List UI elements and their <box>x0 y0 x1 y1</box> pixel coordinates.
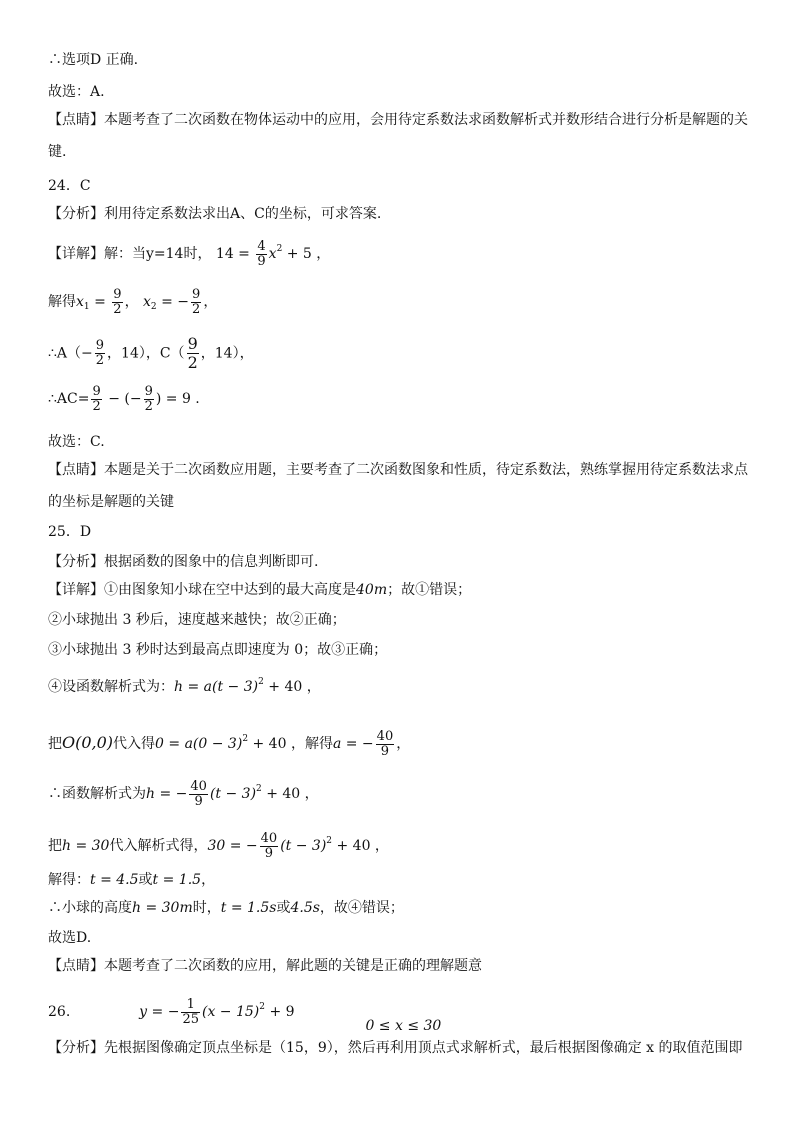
q24-detail-text: 【详解】解：当y=14时， <box>48 246 212 262</box>
q25-comment: 【点睛】本题考查了二次函数的应用，解此题的关键是正确的理解题意 <box>48 958 482 974</box>
q25-d5-fraction <box>376 730 395 759</box>
q24-coord-c-num: 9 <box>187 334 198 353</box>
q24-coord-line <box>48 335 254 372</box>
q25-d6-eq: h = − <box>146 786 188 802</box>
q25-d9-t2: 4.5s <box>290 900 320 916</box>
q26-den: 25 <box>182 1011 199 1027</box>
q25-d6-tail: (t − 3) <box>209 786 257 802</box>
choice-line: 故选：A. <box>48 84 105 100</box>
q24-x2-fraction <box>191 288 201 317</box>
q24-coord-a-den: 2 <box>95 353 105 368</box>
q24-ac-frac2-num: 9 <box>144 383 153 399</box>
conclusion-line: ∴选项D 正确. <box>48 52 139 68</box>
q24-coord-a-fraction <box>95 339 105 368</box>
q25-d5-text: 把 <box>48 736 62 752</box>
q25-d7-fraction <box>260 832 279 861</box>
q24-ac-mid: − (− <box>103 391 142 407</box>
q25-d5-a: a = − <box>332 736 374 752</box>
q25-d7-tail: (t − 3) <box>280 838 327 854</box>
q24-ac-frac2-den: 2 <box>144 398 153 414</box>
q24-heading: 24．C <box>48 178 91 194</box>
q25-choice: 故选D. <box>48 930 92 946</box>
q25-detail-6 <box>48 772 319 811</box>
q25-d5-solve: + 40 ，解得 <box>248 736 333 752</box>
q25-detail-1 <box>48 580 471 600</box>
q24-eq1-exp: 2 <box>276 244 283 254</box>
q24-x1: x <box>76 294 84 310</box>
q25-d1-end: ；故①错误； <box>387 582 472 598</box>
q25-d6-text: ∴函数解析式为 <box>48 786 146 802</box>
q24-x2-sub: 2 <box>150 302 157 312</box>
q25-d9-t1: t = 1.5s <box>220 900 277 916</box>
q25-d7-den: 9 <box>264 845 274 861</box>
q25-d1-value: 40m <box>356 582 388 598</box>
q24-eq1-lhs: 14 = <box>215 246 255 262</box>
q24-eq-sign: = <box>89 294 111 310</box>
q25-d9-text: ∴小球的高度 <box>48 900 132 916</box>
q26-range: 0 ≤ x ≤ 30 <box>365 1018 442 1034</box>
q24-ac-frac1-den: 2 <box>92 398 101 414</box>
q25-d5-num: 40 <box>376 728 394 744</box>
q24-ac-frac1-num: 9 <box>92 383 101 399</box>
q24-x1-sub: 1 <box>83 302 90 312</box>
q26-tail: (x − 15) <box>202 1004 260 1020</box>
q24-detail-line <box>48 232 330 271</box>
q26-exp: 2 <box>259 1002 265 1012</box>
q24-coord-c-fraction <box>187 335 199 372</box>
q24-x1-den: 2 <box>113 301 122 317</box>
q25-detail-2: ②小球抛出 3 秒后，速度越来越快；故②正确； <box>48 612 346 628</box>
q25-d5-end: ， <box>396 736 411 752</box>
q25-d5-den: 9 <box>380 743 390 759</box>
q25-d6-end: + 40 ， <box>261 786 319 802</box>
q26-analysis: 【分析】先根据图像确定顶点坐标是（15，9），然后再利用顶点式求解析式，最后根据图像确定 x 的取值范围即 <box>48 1040 743 1056</box>
q25-d4-end: + 40 ， <box>263 679 321 695</box>
q25-d5-eq: 0 = a(0 − 3) <box>155 736 243 752</box>
q24-x1-fraction <box>112 288 122 317</box>
q25-d9-h: h = 30m <box>132 900 193 916</box>
q25-d9-or: 或 <box>276 900 291 916</box>
q24-choice: 故选：C. <box>48 434 105 450</box>
q24-sep: ， <box>124 294 144 310</box>
q25-d8-or: 或 <box>138 872 153 888</box>
q26-heading: 26. <box>48 1004 71 1020</box>
q24-coord-a: ∴A（− <box>48 345 93 362</box>
q25-d9-end: ，故④错误； <box>319 900 404 916</box>
q24-x2-den: 2 <box>192 301 201 317</box>
q24-eq1-denominator: 9 <box>257 253 266 269</box>
q25-d6-exp: 2 <box>256 784 262 794</box>
q25-detail-9 <box>48 898 404 918</box>
q25-d7-num: 40 <box>260 830 278 846</box>
q25-d9-mid: 时， <box>192 900 221 916</box>
q24-ac-end: ) = 9 . <box>155 391 200 407</box>
q25-d6-fraction <box>189 780 208 809</box>
q25-d4-eq: h = a(t − 3) <box>174 679 259 695</box>
q25-detail-8 <box>48 870 215 890</box>
q24-coord-a-num: 9 <box>95 338 105 353</box>
q24-x1-num: 9 <box>113 286 122 302</box>
q24-ac-frac1 <box>91 385 101 414</box>
q24-coord-c-den: 2 <box>187 353 198 372</box>
q24-comment: 【点睛】本题是关于二次函数应用题，主要考查了二次函数图象和性质，待定系数法，熟练掌握用待定系数法求点的坐标是解题的关键 <box>48 462 748 510</box>
q24-x2: x <box>143 294 151 310</box>
q25-d5-point: O(0,0) <box>62 733 114 752</box>
q24-eq1-end: + 5 ， <box>282 246 331 262</box>
q24-eq1-fraction <box>256 240 266 269</box>
q25-detail-7 <box>48 824 389 863</box>
q24-eq1-var: x <box>268 246 277 262</box>
q24-solve-end: ， <box>203 294 218 310</box>
q24-ac-frac2 <box>144 385 154 414</box>
q24-x2-num: 9 <box>192 286 201 302</box>
q25-d7-mid: 代入解析式得， <box>109 838 208 854</box>
q25-d6-num: 40 <box>190 778 207 794</box>
q26-num: 1 <box>181 998 200 1013</box>
q25-d7-exp: 2 <box>326 836 333 846</box>
q25-d7-end: + 40 ， <box>332 838 389 854</box>
q26-fraction <box>181 998 200 1027</box>
q24-x2-eq: = − <box>156 294 190 310</box>
q25-d8-t1: t = 4.5 <box>90 872 139 888</box>
q24-eq1-numerator: 4 <box>257 238 266 254</box>
q26-end: + 9 <box>265 1004 295 1020</box>
q24-solve-line <box>48 285 217 324</box>
q25-detail-5 <box>48 722 410 761</box>
q24-analysis: 【分析】利用待定系数法求出A、C的坐标，可求答案. <box>48 206 382 222</box>
q25-d8-end: ， <box>201 872 216 888</box>
q25-d5-exp: 2 <box>242 734 249 744</box>
q25-d5-mid: 代入得 <box>113 736 156 752</box>
q25-analysis: 【分析】根据函数的图象中的信息判断即可. <box>48 554 319 570</box>
q25-d7-h: h = 30 <box>62 838 110 854</box>
q24-solve-prefix: 解得 <box>48 294 76 310</box>
q25-d6-den: 9 <box>194 793 203 809</box>
q25-d4-exp: 2 <box>258 677 264 687</box>
q25-detail-3: ③小球抛出 3 秒时达到最高点即速度为 0；故③正确； <box>48 642 388 658</box>
q24-coord-mid: ，14），C（ <box>107 345 185 362</box>
q25-d8-text: 解得： <box>48 872 90 888</box>
q25-d7-text: 把 <box>48 838 62 854</box>
q24-coord-end: ，14）， <box>200 345 254 362</box>
q25-d4-text: ④设函数解析式为： <box>48 679 174 695</box>
comment-paragraph: 【点睛】本题考查了二次函数在物体运动中的应用，会用待定系数法求函数解析式并数形结合进行分析是解题的关键. <box>48 112 748 160</box>
q26-eq: y = − <box>139 1004 180 1020</box>
q24-ac-line <box>48 382 200 416</box>
q24-ac-prefix: ∴AC= <box>48 391 90 407</box>
q25-heading: 25．D <box>48 524 92 540</box>
q25-d8-t2: t = 1.5 <box>152 872 202 888</box>
q25-d7-eq: 30 = − <box>207 838 258 854</box>
q26-line <box>48 990 760 1034</box>
q25-d1-text: 【详解】①由图象知小球在空中达到的最大高度是 <box>48 582 356 598</box>
q25-detail-4 <box>48 672 321 697</box>
